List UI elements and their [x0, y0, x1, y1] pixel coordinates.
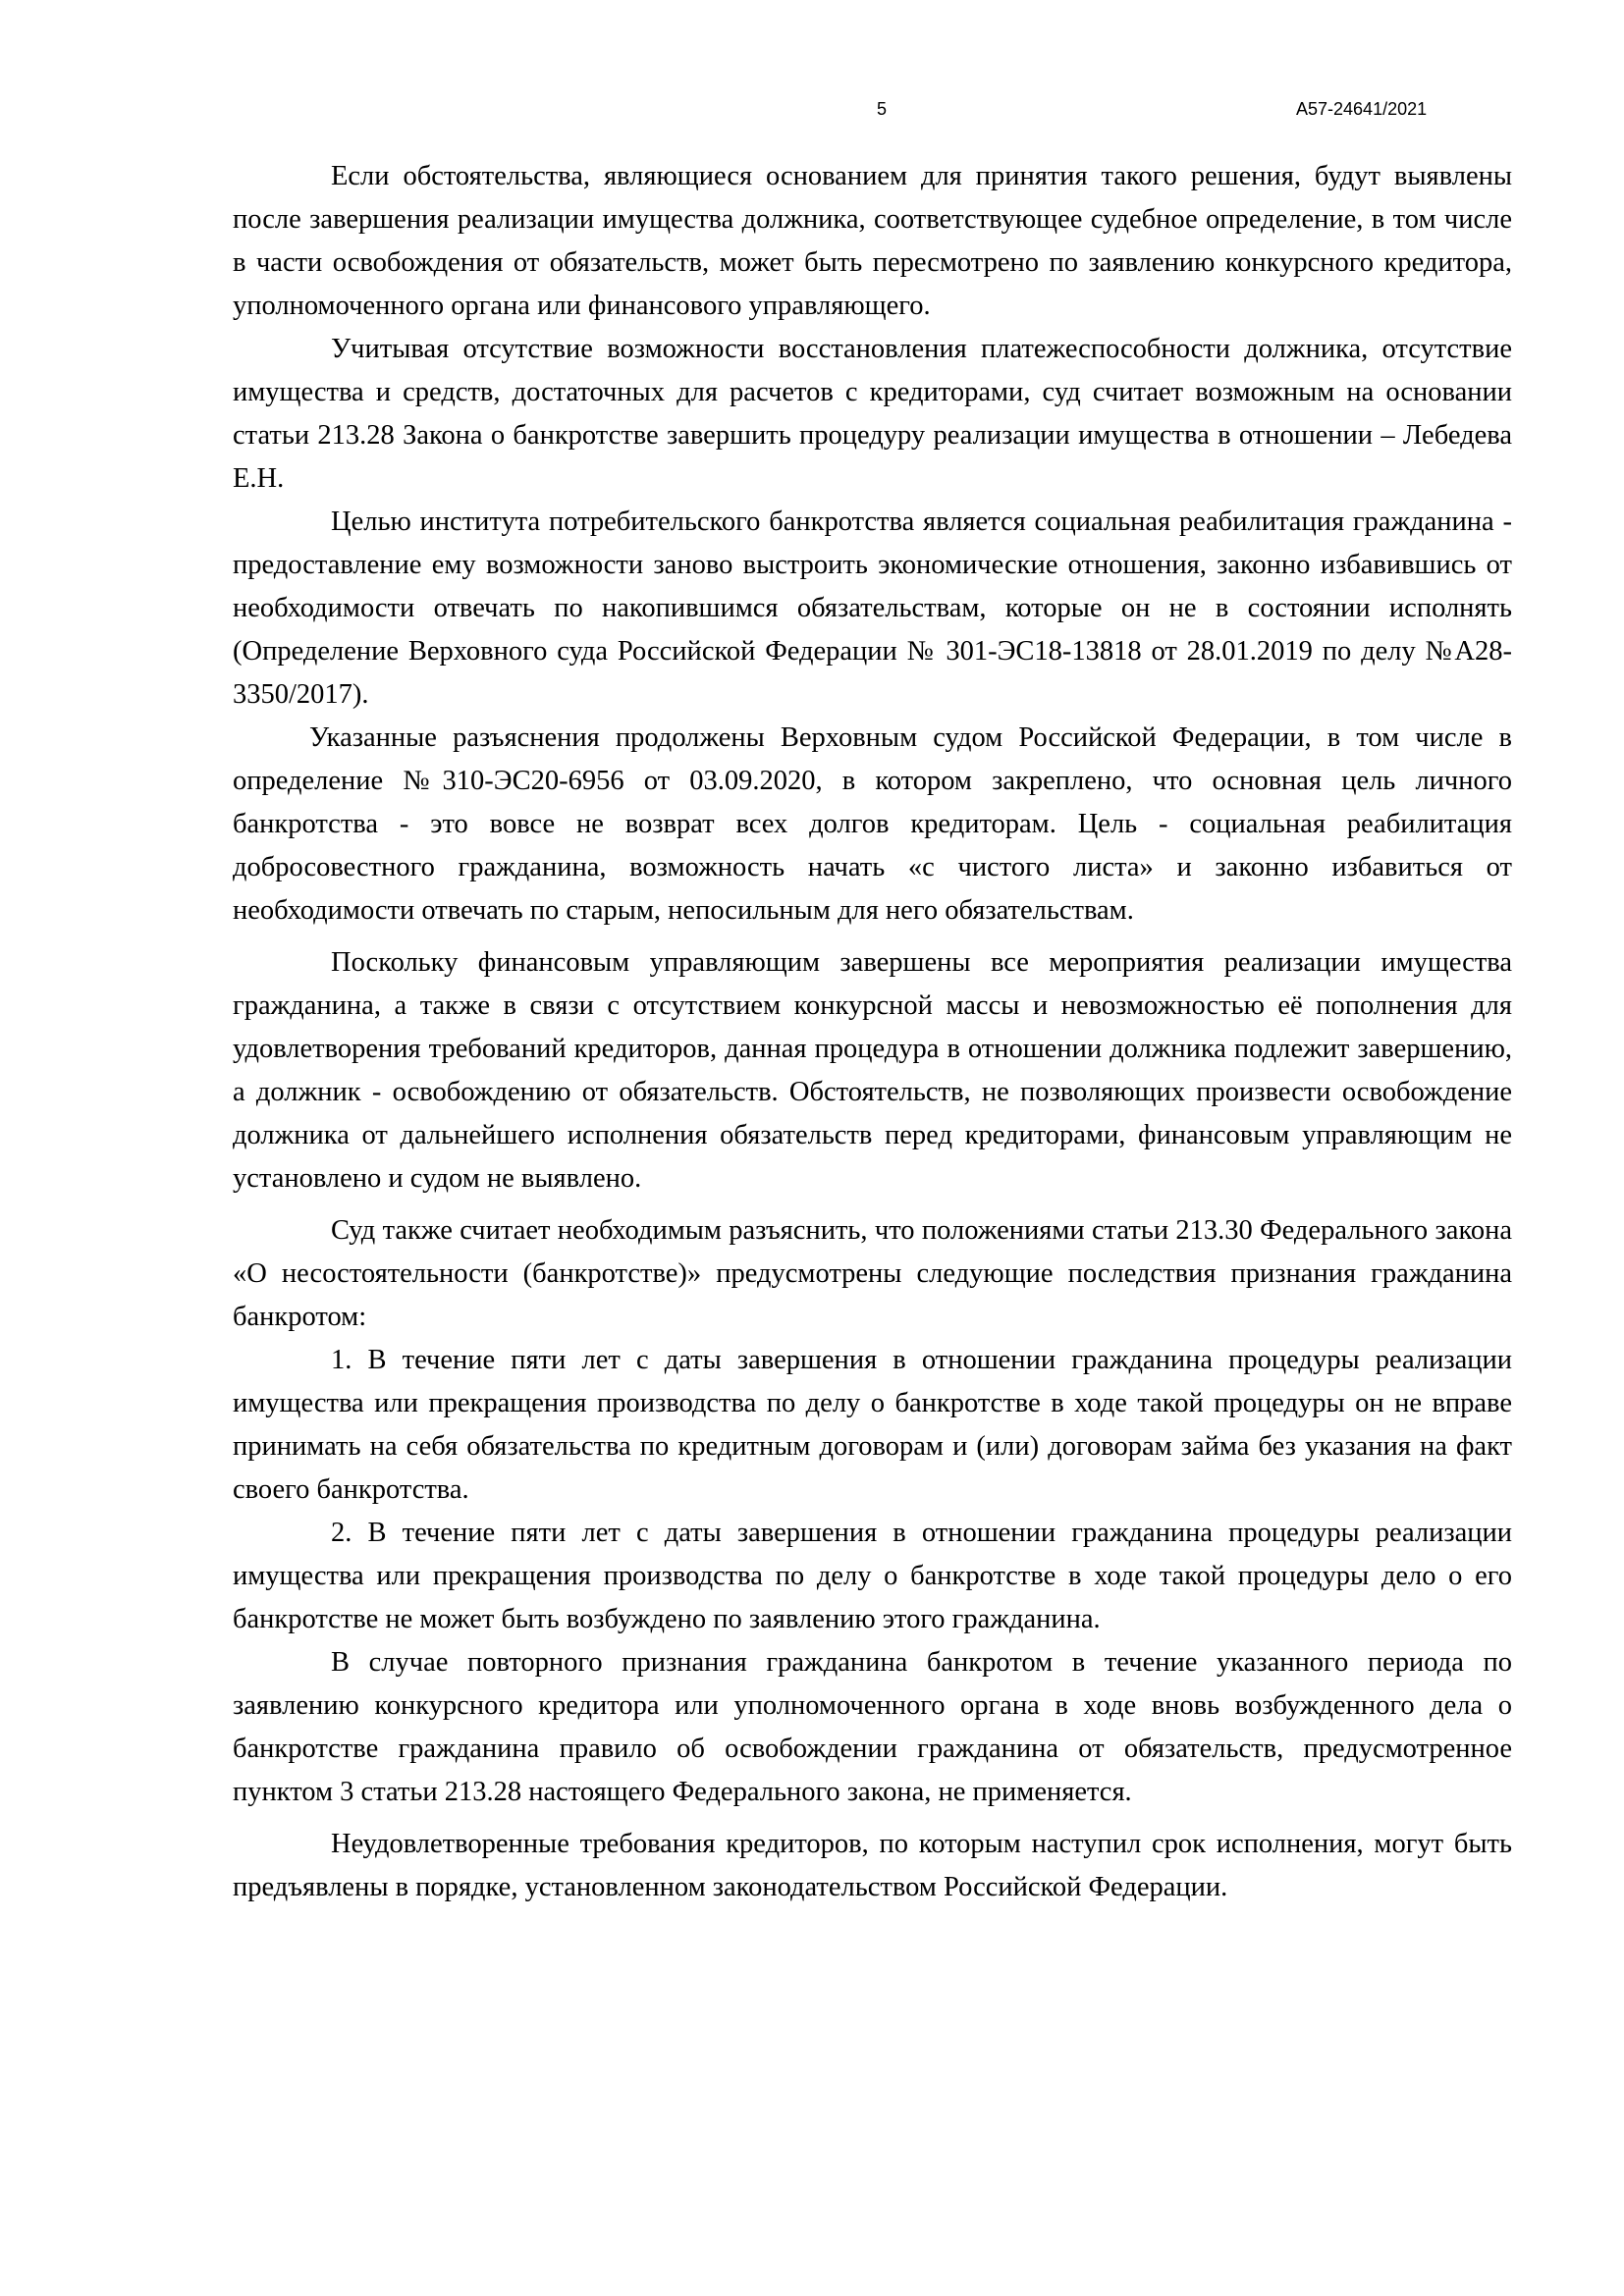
paragraph-unsatisfied-claims: Неудовлетворенные требования кредиторов, по которым наступил срок исполнения, могут быть предъявлены в порядке, установленном законодательством Российской Федерации.: [233, 1829, 1512, 1902]
paragraph-repeated-bankruptcy: В случае повторного признания гражданина банкротом в течение указанного периода по заявлению конкурсного кредитора или уполномоченного органа в ходе вновь возбужденного дела о банкротстве гражданина правило об освобождении гражданина от обязательств, предусмотренное пунктом 3 статьи 213.28 настоящего Федерального закона, не применяется.: [233, 1647, 1512, 1807]
case-number: А57-24641/2021: [1296, 99, 1428, 119]
document-body: [233, 155, 1512, 1909]
paragraph-release-from-obligations: Поскольку финансовым управляющим завершены все мероприятия реализации имущества гражданина, а также в связи с отсутствием конкурсной массы и невозможностью её пополнения для удовлетворения требований кредиторов, данная процедура в отношении должника подлежит завершению, а должник - освобождению от обязательств. Обстоятельств, не позволяющих произвести освобождение должника от дальнейшего исполнения обязательств перед кредиторами, финансовым управляющим не установлено и судом не выявлено.: [233, 947, 1512, 1194]
paragraph-supreme-court-clarification: Указанные разъяснения продолжены Верховным судом Российской Федерации, в том числе в определение №310-ЭС20-6956 от 03.09.2020, в котором закреплено, что основная цель личного банкротства - это вовсе не возврат всех долгов кредиторам. Цель - социальная реабилитация добросовестного гражданина, возможность начать «с чистого листа» и законно избавиться от необходимости отвечать по старым, непосильным для него обязательствам.: [233, 722, 1512, 926]
paragraph-consequence-1: 1. В течение пяти лет с даты завершения в отношении гражданина процедуры реализации имущества или прекращения производства по делу о банкротстве в ходе такой процедуры он не вправе принимать на себя обязательства по кредитным договорам и (или) договорам займа без указания на факт своего банкротства.: [233, 1345, 1512, 1505]
paragraph-consequences-intro: Суд также считает необходимым разъяснить, что положениями статьи 213.30 Федерального закона «О несостоятельности (банкротстве)» предусмотрены следующие последствия признания гражданина банкротом:: [233, 1215, 1512, 1332]
page-number: 5: [876, 99, 887, 119]
paragraph-completion-of-procedure: Учитывая отсутствие возможности восстановления платежеспособности должника, отсутствие имущества и средств, достаточных для расчетов с кредиторами, суд считает возможным на основании статьи 213.28 Закона о банкротстве завершить процедуру реализации имущества в отношении – Лебедева Е.Н.: [233, 334, 1512, 494]
paragraph-purpose-of-bankruptcy: Целью института потребительского банкротства является социальная реабилитация гражданина - предоставление ему возможности заново выстроить экономические отношения, законно избавившись от необходимости отвечать по накопившимся обязательствам, которые он не в состоянии исполнять (Определение Верховного суда Российской Федерации № 301-ЭС18-13818 от 28.01.2019 по делу №А28-3350/2017).: [233, 507, 1512, 710]
paragraph-review-of-ruling: Если обстоятельства, являющиеся основанием для принятия такого решения, будут выявлены после завершения реализации имущества должника, соответствующее судебное определение, в том числе в части освобождения от обязательств, может быть пересмотрено по заявлению конкурсного кредитора, уполномоченного органа или финансового управляющего.: [233, 161, 1512, 321]
paragraph-consequence-2: 2. В течение пяти лет с даты завершения в отношении гражданина процедуры реализации имущества или прекращения производства по делу о банкротстве в ходе такой процедуры дело о его банкротстве не может быть возбуждено по заявлению этого гражданина.: [233, 1518, 1512, 1634]
